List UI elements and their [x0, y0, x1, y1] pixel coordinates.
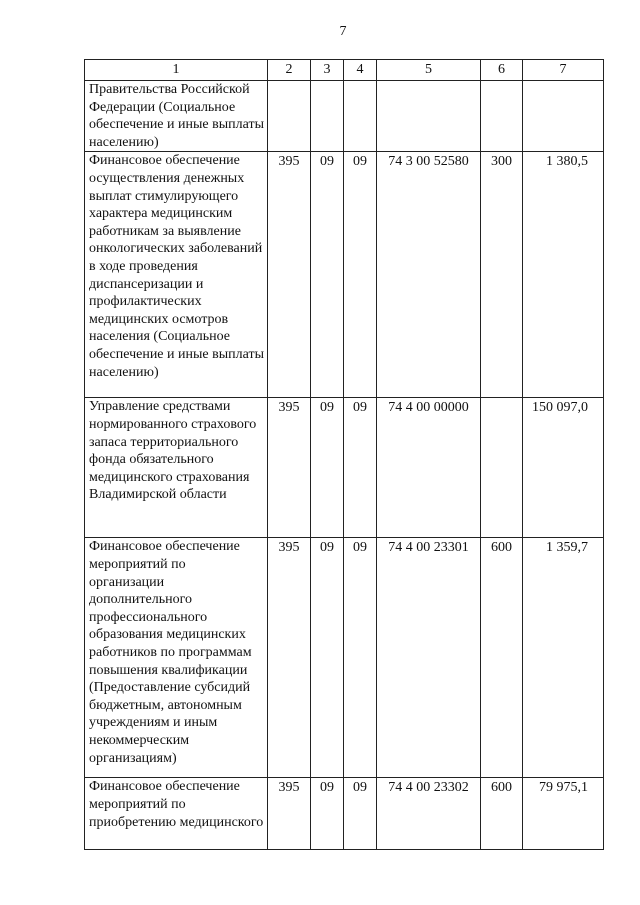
- cell-code: 395: [268, 538, 311, 778]
- cell-code: 395: [268, 778, 311, 850]
- cell-code: 395: [268, 152, 311, 398]
- table-row: [85, 778, 604, 850]
- page-number: 7: [339, 24, 347, 39]
- cell-section: [311, 81, 344, 152]
- cell-name: Финансовое обеспечение мероприятий по организации дополнительного профессионального образования медицинских работников по программам повышения квалификации (Предоставление субсидий бюджетным, автономным учреждениям и иным некоммерческим организациям): [85, 538, 268, 778]
- cell-name: Правительства Российской Федерации (Социальное обеспечение и иные выплаты населению): [85, 81, 268, 152]
- cell-type: 600: [481, 538, 523, 778]
- cell-amount: 1 380,5: [523, 152, 604, 398]
- table-row: [85, 81, 604, 152]
- cell-amount: 79 975,1: [523, 778, 604, 850]
- cell-type: 300: [481, 152, 523, 398]
- cell-section: 09: [311, 538, 344, 778]
- cell-name: Финансовое обеспечение мероприятий по приобретению медицинского: [85, 778, 268, 850]
- cell-section: 09: [311, 778, 344, 850]
- cell-type: [481, 81, 523, 152]
- cell-amount: 150 097,0: [523, 398, 604, 538]
- cell-target: 74 4 00 00000: [377, 398, 481, 538]
- column-header: 3: [311, 60, 344, 81]
- table-row: [85, 398, 604, 538]
- column-header: 2: [268, 60, 311, 81]
- cell-target: 74 3 00 52580: [377, 152, 481, 398]
- column-header: 5: [377, 60, 481, 81]
- column-header: 1: [85, 60, 268, 81]
- cell-code: 395: [268, 398, 311, 538]
- cell-name: Управление средствами нормированного страхового запаса территориального фонда обязательного медицинского страхования Владимирской области: [85, 398, 268, 538]
- column-header: 4: [344, 60, 377, 81]
- cell-subsection: 09: [344, 778, 377, 850]
- cell-name: Финансовое обеспечение осуществления денежных выплат стимулирующего характера медицинским работникам за выявление онкологических заболеваний в ходе проведения диспансеризации и профилактических медицинских осмотров населения (Социальное обеспечение и иные выплаты населению): [85, 152, 268, 398]
- cell-subsection: 09: [344, 538, 377, 778]
- cell-code: [268, 81, 311, 152]
- table-row: [85, 152, 604, 398]
- table-row: [85, 538, 604, 778]
- cell-section: 09: [311, 398, 344, 538]
- cell-target: [377, 81, 481, 152]
- cell-amount: 1 359,7: [523, 538, 604, 778]
- cell-type: 600: [481, 778, 523, 850]
- cell-subsection: 09: [344, 152, 377, 398]
- header-row: [85, 60, 604, 81]
- cell-subsection: 09: [344, 398, 377, 538]
- cell-amount: [523, 81, 604, 152]
- cell-target: 74 4 00 23301: [377, 538, 481, 778]
- cell-section: 09: [311, 152, 344, 398]
- column-header: 6: [481, 60, 523, 81]
- cell-subsection: [344, 81, 377, 152]
- cell-target: 74 4 00 23302: [377, 778, 481, 850]
- column-header: 7: [523, 60, 604, 81]
- cell-type: [481, 398, 523, 538]
- budget-table: [84, 59, 604, 850]
